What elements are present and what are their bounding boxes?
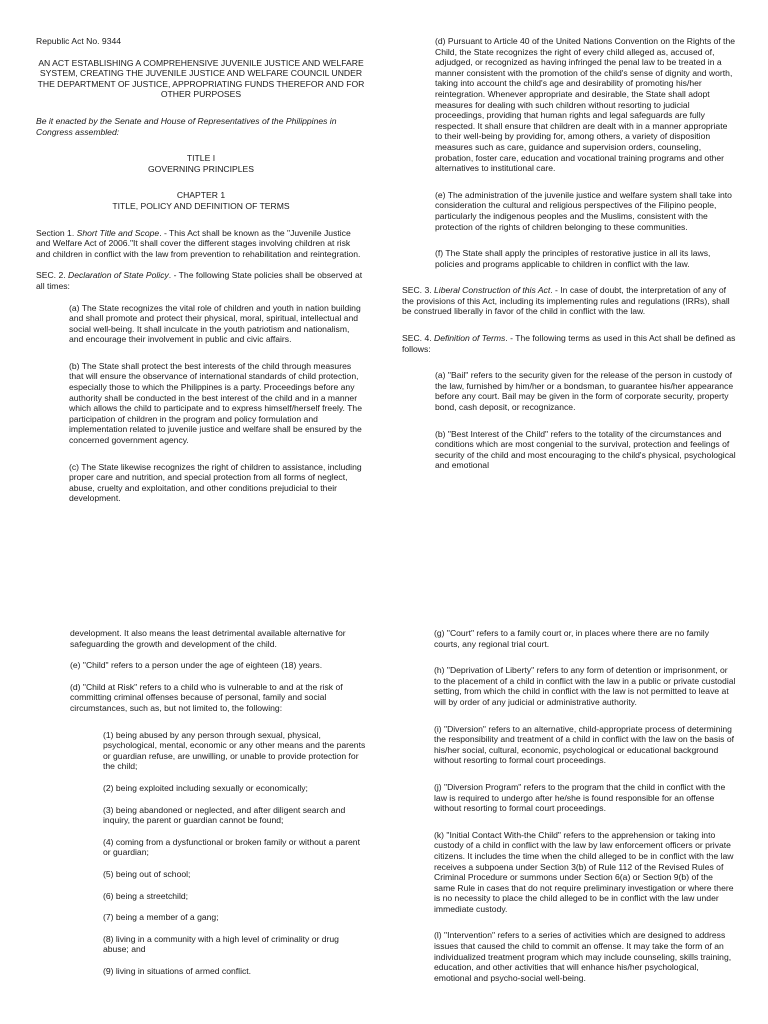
section-2: SEC. 2. Declaration of State Policy. - The following State policies shall be observed at all times: — [36, 270, 363, 291]
section-4: SEC. 4. Definition of Terms. - The following terms as used in this Act shall be defined as follows: — [402, 333, 736, 354]
section-1: Section 1. Short Title and Scope. - This Act shall be known as the "Juvenile Justice and Welfare Act of 2006."It shall cover the different stages involving children at risk and children in conflict with the law from prevention to rehabilitation and reintegration. — [36, 227, 361, 259]
definition-court: (g) "Court" refers to a family court or, in places where there are no family courts, any regional trial court. — [434, 628, 710, 649]
chapter-heading: CHAPTER 1 — [176, 190, 226, 201]
page2-right-column — [434, 628, 736, 994]
definition-best-interest-continued: development. It also means the least detrimental available alternative for safeguarding the growth and development of the child. — [70, 628, 346, 649]
risk-item: (6) being a streetchild; — [103, 890, 189, 901]
section-3: SEC. 3. Liberal Construction of this Act. - In case of doubt, the interpretation of any of the provisions of this Act, including its implementing rules and regulations (IRRs), shall be construed liberally in favor of the child in conflict with the law. — [402, 285, 730, 317]
definition-child-at-risk: (d) "Child at Risk" refers to a child who is vulnerable to and at the risk of committing criminal offenses because of personal, family and social circumstances, such as, but not limited to, the following: — [70, 681, 343, 713]
definition-intervention: (l) "Intervention" refers to a series of activities which are designed to address issues that caused the child to commit an offense. It may take the form of an individualized treatment program which may include counseling, skills training, education, and other activities that will enhance his/her psychological, emotional and psycho-social well-being. — [434, 930, 732, 983]
title-heading: TITLE I — [186, 153, 216, 164]
title-subheading: GOVERNING PRINCIPLES — [147, 163, 254, 174]
policy-c: (c) The State likewise recognizes the right of children to assistance, including proper care and nutrition, and special protection from all forms of neglect, abuse, cruelty and exploitation, and other conditions prejudicial to their development. — [69, 461, 362, 504]
page1-left-column — [36, 36, 366, 515]
risk-item: (1) being abused by any person through sexual, physical, psychological, mental, economic or any other means and the parents or guardian refuse, are unwilling, or unable to provide protection for the child; — [103, 729, 366, 772]
risk-item: (7) being a member of a gang; — [103, 912, 219, 923]
enacting-clause: Be it enacted by the Senate and House of Representatives of the Philippines in Congress assembled: — [36, 115, 337, 137]
policy-a: (a) The State recognizes the vital role of children and youth in nation building and shall promote and protect their physical, moral, spiritual, intellectual and social well-being. It shall inculcate in the youth patriotism and nationalism, and encourage their involvement in public and civic affairs. — [69, 302, 361, 345]
policy-d: (d) Pursuant to Article 40 of the United Nations Convention on the Rights of the Child, the State recognizes the right of every child alleged as, accused of, adjudged, or recognized as having infringed the penal law to be treated in a manner consistent with the promotion of the child's sense of dignity and worth, taking into account the child's age and desirability of promoting his/her reintegration. Whenever appropriate and desirable, the State shall adopt measures for dealing with such children without resorting to judicial proceedings, providing that human rights and legal safeguards are fully respected. It shall ensure that children are dealt with in a manner appropriate to their well-being by providing for, among others, a variety of disposition measures such as care, guidance and supervision orders, counseling, probation, foster care, education and vocational training programs and other alternatives to institutional care. — [435, 36, 736, 174]
chapter-subheading: TITLE, POLICY AND DEFINITION OF TERMS — [112, 200, 290, 211]
page1-right-column — [402, 36, 736, 482]
page2-left-column — [70, 628, 366, 987]
definition-diversion-program: (j) "Diversion Program" refers to the program that the child in conflict with the law is required to undergo after he/she is found responsible for an offense without resorting to formal court proceedings. — [434, 781, 726, 814]
policy-b: (b) The State shall protect the best interests of the child through measures that will ensure the observance of international standards of child protection, especially those to which the Philippines is a party. Proceedings before any authority shall be conducted in the best interest of the child and in a manner which allows the child to participate and to express himself/herself freely. The participation of children in the program and policy formulation and implementation related to juvenile justice and welfare shall be ensured by the concerned government agency. — [69, 360, 362, 446]
definition-deprivation-of-liberty: (h) "Deprivation of Liberty" refers to any form of detention or imprisonment, or to the placement of a child in conflict with the law in a public or private custodial setting, from which the child in conflict with the law is not permitted to leave at will by order of any judicial or administrative authority. — [434, 665, 736, 707]
policy-f: (f) The State shall apply the principles of restorative justice in all its laws, policies and programs applicable to children in conflict with the law. — [435, 248, 711, 269]
definition-child: (e) "Child" refers to a person under the age of eighteen (18) years. — [70, 660, 323, 671]
risk-item: (2) being exploited including sexually or economically; — [103, 782, 308, 793]
document-page-2 — [0, 620, 768, 1024]
act-number: Republic Act No. 9344 — [36, 36, 122, 46]
risk-item: (9) living in situations of armed conflict. — [103, 965, 252, 976]
definition-bail: (a) "Bail" refers to the security given for the release of the person in custody of the law, furnished by him/her or a bondsman, to guarantee his/her appearance before any court. Bail may be given in the form of corporate security, property bond, cash deposit, or recognizance. — [435, 370, 734, 413]
risk-item: (8) living in a community with a high level of criminality or drug abuse; and — [103, 933, 339, 955]
definition-best-interest: (b) "Best Interest of the Child" refers to the totality of the circumstances and conditions which are most congenial to the survival, protection and feelings of security of the child and most encouraging to the child's physical, psychological and emotional — [435, 428, 736, 471]
risk-item: (3) being abandoned or neglected, and after diligent search and inquiry, the parent or guardian cannot be found; — [103, 804, 346, 826]
definition-initial-contact: (k) "Initial Contact With-the Child" refers to the apprehension or taking into custody of a child in conflict with the law by law enforcement officers or private citizens. It includes the time when the child alleged to be in conflict with the law receives a subpoena under Section 3(b) of Rule 112 of the Revised Rules of Criminal Procedure or summons under Section 6(a) or Section 9(b) of the same Rule in cases that do not require preliminary investigation or where there is no necessity to place the child alleged to be in conflict with the law under immediate custody. — [434, 829, 734, 914]
risk-item: (4) coming from a dysfunctional or broken family or without a parent or guardian; — [103, 836, 360, 858]
policy-e: (e) The administration of the juvenile justice and welfare system shall take into consideration the cultural and religious perspectives of the Filipino people, particularly the indigenous peoples and the Muslims, consistent with the protection of the rights of children belonging to these communities. — [435, 189, 732, 232]
definition-diversion: (i) "Diversion" refers to an alternative, child-appropriate process of determining the responsibility and treatment of a child in conflict with the law on the basis of his/her social, cultural, economic, psychological or educational background without resorting to formal court proceedings. — [434, 723, 734, 766]
act-title: AN ACT ESTABLISHING A COMPREHENSIVE JUVENILE JUSTICE AND WELFARE SYSTEM, CREATING THE JUVENILE JUSTICE AND WELFARE COUNCIL UNDER THE DEPARTMENT OF JUSTICE, APPROPRIATING FUNDS THEREFOR AND FOR OTHER PURPOSES — [37, 57, 365, 100]
risk-item: (5) being out of school; — [103, 868, 191, 879]
